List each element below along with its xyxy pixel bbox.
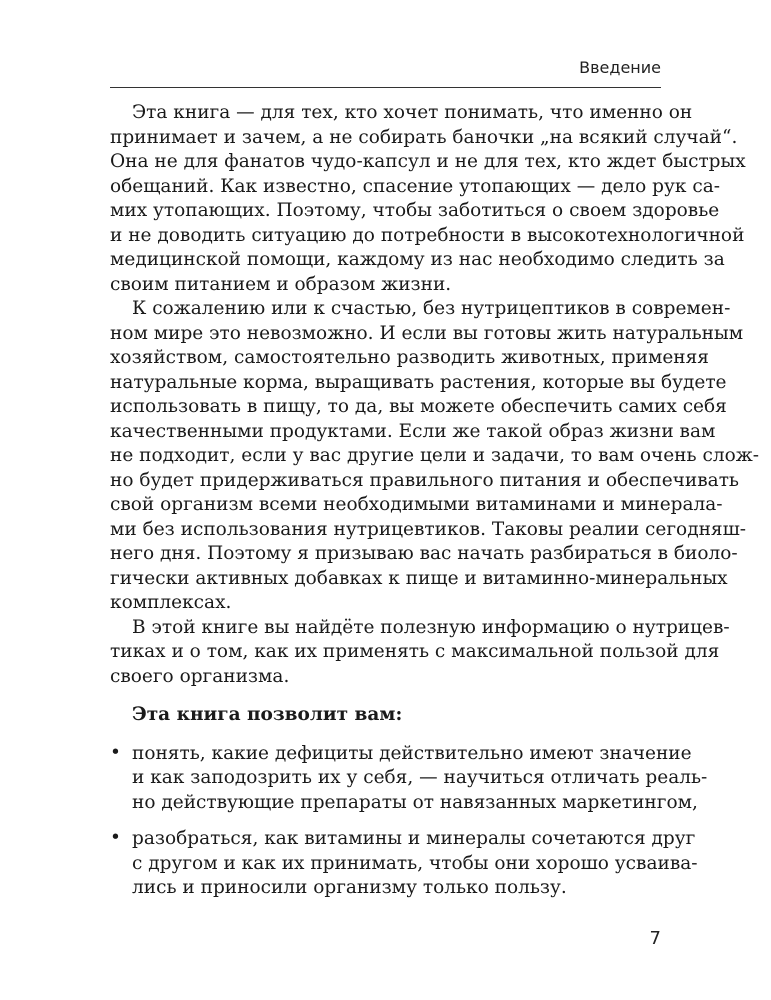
paragraph-line: ми без использования нутрицевтиков. Таковы реалии сегодняш- — [110, 518, 747, 540]
paragraph-line: но будет придерживаться правильного питания и обеспечивать — [110, 469, 739, 491]
paragraph-line: своего организма. — [110, 665, 290, 687]
paragraph-1 — [110, 101, 746, 297]
bullet-line: с другом и как их принимать, чтобы они хорошо усваива- — [132, 852, 698, 874]
page-number: 7 — [649, 928, 661, 949]
paragraph-line: использовать в пищу, то да, вы можете обеспечить самих себя — [110, 396, 727, 417]
paragraph-line: своим питанием и образом жизни. — [110, 273, 452, 295]
paragraph-line: гически активных добавках к пище и витаминно-минеральных — [110, 567, 728, 589]
bullet-line: понять, какие дефициты действительно имеют значение — [132, 742, 692, 764]
page-body — [110, 101, 759, 901]
paragraph-3 — [110, 616, 730, 690]
paragraph-line: Она не для фанатов чудо-капсул и не для тех, кто ждет быстрых — [110, 151, 746, 172]
header-divider — [110, 87, 661, 88]
paragraph-2 — [110, 297, 759, 616]
list-heading: Эта книга позволит вам: — [132, 704, 403, 725]
paragraph-line: и не доводить ситуацию до потребности в высокотехнологичной — [110, 224, 745, 246]
bullet-marker: • — [110, 741, 121, 763]
bullet-item-2 — [110, 827, 698, 901]
paragraph-line: обещаний. Как известно, спасение утопающих — дело рук са- — [110, 175, 720, 197]
paragraph-line: мих утопающих. Поэтому, чтобы заботиться о своем здоровье — [110, 200, 720, 221]
bullet-marker: • — [110, 827, 121, 848]
paragraph-line: ном мире это невозможно. И если вы готовы жить натуральным — [110, 322, 744, 344]
paragraph-line: В этой книге вы найдёте полезную информацию о нутрицев- — [132, 616, 730, 638]
paragraph-line: свой организм всеми необходимыми витаминами и минерала- — [110, 494, 723, 515]
running-header-title: Введение — [579, 58, 661, 77]
paragraph-line: Эта книга — для тех, кто хочет понимать, что именно он — [132, 102, 693, 123]
paragraph-line: хозяйством, самостоятельно разводить животных, применяя — [110, 347, 709, 368]
paragraph-line: не подходит, если у вас другие цели и задачи, то вам очень слож- — [110, 445, 759, 466]
bullet-line: разобраться, как витамины и минералы сочетаются друг — [132, 828, 696, 849]
paragraph-line: него дня. Поэтому я призываю вас начать разбираться в биоло- — [110, 543, 738, 564]
paragraph-line: медицинской помощи, каждому из нас необходимо следить за — [110, 249, 725, 270]
paragraph-line: натуральные корма, выращивать растения, которые вы будете — [110, 371, 727, 393]
paragraph-line: тиках и о том, как их применять с максимальной пользой для — [110, 641, 720, 662]
paragraph-line: комплексах. — [110, 592, 232, 613]
paragraph-line: качественными продуктами. Если же такой образ жизни вам — [110, 420, 716, 442]
bullet-item-1 — [110, 741, 708, 816]
paragraph-line: К сожалению или к счастью, без нутрицептиков в современ- — [132, 298, 731, 319]
bullet-line: и как заподозрить их у себя, — научиться отличать реаль- — [132, 767, 708, 788]
bullet-line: лись и приносили организму только пользу. — [132, 877, 567, 898]
paragraph-line: принимает и зачем, а не собирать баночки „на всякий случай“. — [110, 126, 738, 148]
bullet-line: но действующие препараты от навязанных маркетингом, — [132, 791, 698, 813]
